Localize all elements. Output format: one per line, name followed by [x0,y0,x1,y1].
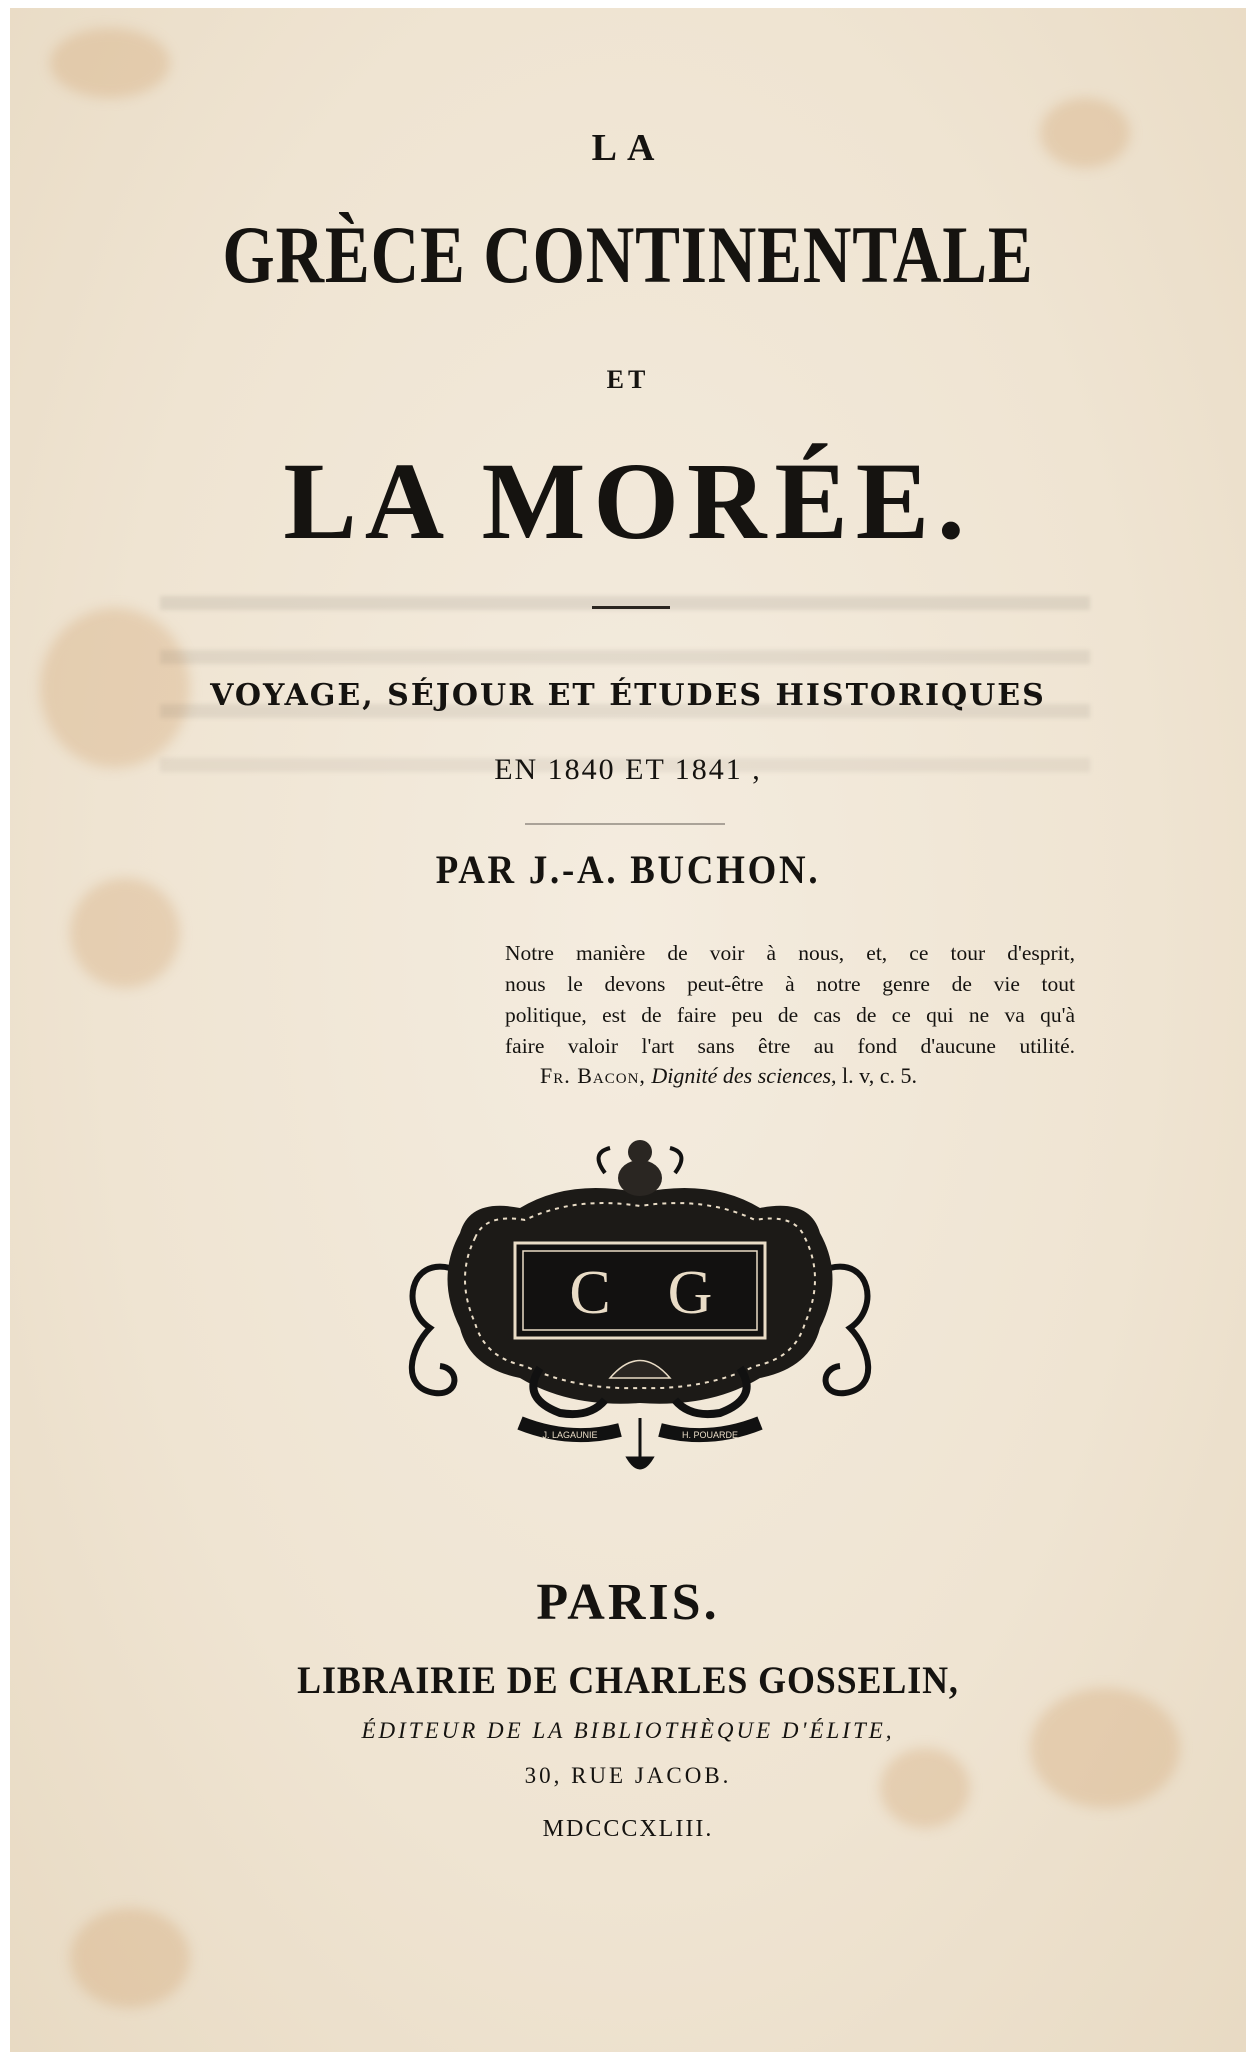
monogram-panel [515,1243,765,1338]
title-rule [592,606,670,609]
author: PAR J.-A. BUCHON. [435,847,821,892]
years: EN 1840 ET 1841 , [494,753,762,786]
subtitle: VOYAGE, SÉJOUR ET ÉTUDES HISTORIQUES [210,678,1046,713]
foxing-stain [70,878,180,988]
epigraph-line: Notre manière de voir à nous, et, ce tour d'esprit, [505,941,1075,965]
attribution-ref: , l. v, c. 5. [831,1063,917,1088]
epigraph-line: politique, est de faire peu de cas de ce qui ne va qu'à [505,1003,1075,1027]
epigraph-line: nous le devons peut-être à notre genre de vie tout [505,972,1075,996]
imprint-date: MDCCCXLIII. [542,1816,714,1842]
publisher-emblem [390,1138,890,1478]
foxing-stain [50,28,170,98]
cherub-icon [618,1160,662,1196]
attribution-author: Fr. Bacon, [540,1063,646,1088]
ornamental-rule [525,823,725,825]
imprint-editor-line: ÉDITEUR DE LA BIBLIOTHÈQUE D'ÉLITE, [361,1718,895,1743]
foxing-stain [1030,1688,1180,1808]
engraver-left: J. LAGAUNIE [542,1430,598,1440]
epigraph-attribution [540,1063,1040,1089]
imprint-city: PARIS. [536,1574,720,1631]
title-line-la-moree: LA MORÉE. [283,440,973,562]
imprint-publisher: LIBRAIRIE DE CHARLES GOSSELIN, [297,1659,959,1702]
engraver-right: H. POUARDE [681,1430,739,1440]
title-line-la: LA [591,127,665,169]
epigraph-line: faire valoir l'art sans être au fond d'aucune utilité. [505,1034,1075,1058]
foxing-stain [70,1908,190,2008]
monogram-left: C [569,1259,611,1327]
title-page [10,8,1246,2052]
title-line-et: ET [606,365,650,394]
monogram-right: G [667,1259,713,1327]
epigraph [505,938,1075,1062]
title-line-grece-continentale: GRÈCE CONTINENTALE [222,209,1034,300]
imprint-address: 30, RUE JACOB. [524,1763,732,1788]
attribution-work: Dignité des sciences [651,1063,832,1088]
pendant-icon [628,1418,652,1468]
